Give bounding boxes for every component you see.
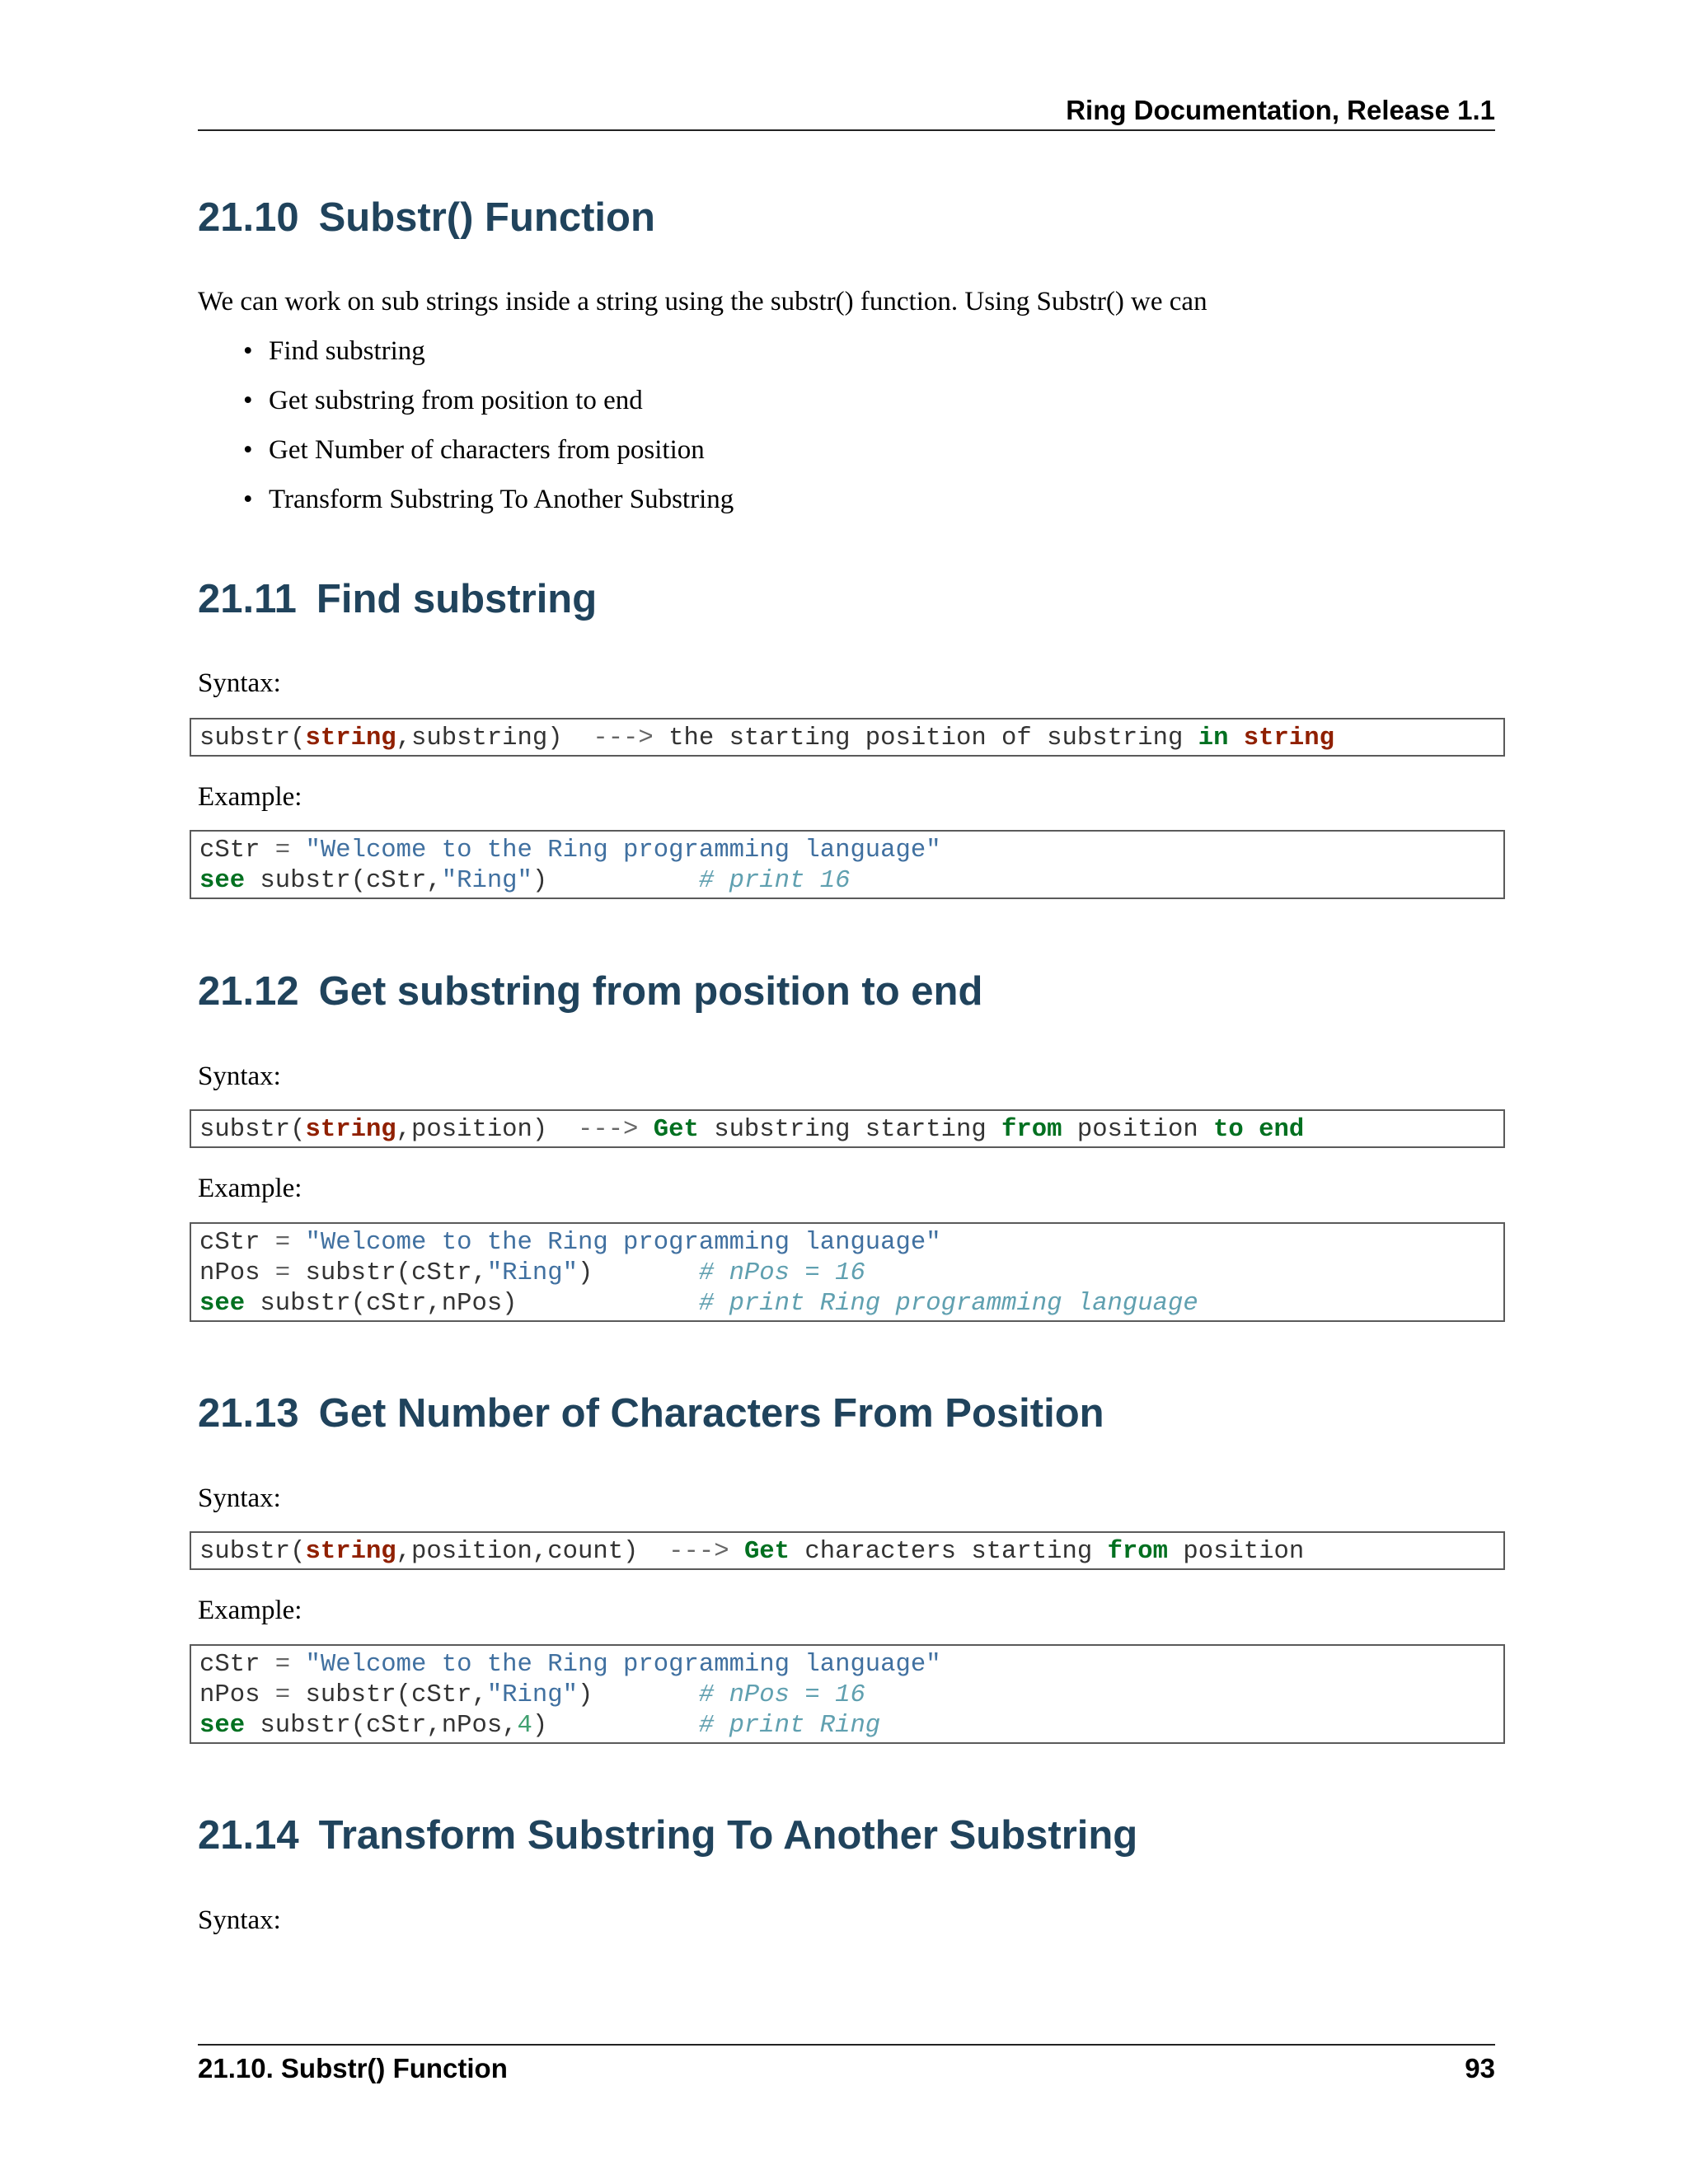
list-item [198,481,734,531]
syntax-label: Syntax: [198,668,281,698]
code-line: cStr = "Welcome to the Ring programming language" [199,1651,941,1679]
code-line: cStr = "Welcome to the Ring programming language" [199,837,941,865]
code-line: cStr = "Welcome to the Ring programming language" [199,1229,941,1257]
code-line: nPos = substr(cStr,"Ring") # nPos = 16 [199,1681,865,1709]
code-line: see substr(cStr,"Ring") # print 16 [199,867,851,895]
bullet-icon: • [243,386,253,415]
bullet-icon: • [243,435,253,465]
list-item-text: Get substring from position to end [269,386,643,415]
example-label: Example: [198,1174,302,1203]
syntax-code-block [190,1109,1505,1148]
section-title-21-11 [198,574,597,624]
page-number: 93 [1465,2053,1495,2083]
example-code-block [190,1644,1505,1744]
section-number: 21.13 [198,1391,299,1436]
header-rule [198,129,1495,131]
section-number: 21.10 [198,195,299,240]
code-line: substr(string,position) ---> Get substring starting from position to end [199,1116,1305,1144]
section-number: 21.11 [198,577,297,621]
section-title-text: Transform Substring To Another Substring [318,1813,1138,1858]
section-title-21-13 [198,1389,1104,1438]
example-code-block [190,1222,1505,1322]
example-code-block [190,830,1505,899]
syntax-label: Syntax: [198,1905,281,1935]
code-line: substr(string,position,count) ---> Get characters starting from position [199,1538,1305,1566]
list-item-text: Transform Substring To Another Substring [269,485,734,514]
section-number: 21.12 [198,969,299,1014]
section-title-text: Find substring [316,577,598,621]
section-title-text: Substr() Function [318,195,655,240]
running-header: Ring Documentation, Release 1.1 [1066,95,1495,125]
bullet-list [198,333,734,531]
section-number: 21.14 [198,1813,299,1858]
syntax-label: Syntax: [198,1062,281,1091]
footer-rule [198,2044,1495,2046]
list-item-text: Find substring [269,336,425,366]
bullet-icon: • [243,336,253,366]
section-title-text: Get Number of Characters From Position [318,1391,1104,1436]
list-item-text: Get Number of characters from position [269,435,705,465]
syntax-label: Syntax: [198,1483,281,1513]
bullet-icon: • [243,485,253,514]
page-footer [198,2046,1495,2091]
code-line: see substr(cStr,nPos,4) # print Ring [199,1712,881,1740]
section-title-21-12 [198,967,982,1016]
list-item [198,432,734,481]
section-title-text: Get substring from position to end [318,969,983,1014]
section-title-21-10 [198,193,655,242]
syntax-code-block [190,1531,1505,1570]
example-label: Example: [198,782,302,812]
syntax-code-block [190,718,1505,757]
example-label: Example: [198,1596,302,1625]
list-item [198,333,734,382]
code-line: nPos = substr(cStr,"Ring") # nPos = 16 [199,1259,865,1287]
code-line: see substr(cStr,nPos) # print Ring programming language [199,1290,1198,1318]
intro-paragraph: We can work on sub strings inside a string using the substr() function. Using Substr() we can [198,287,1207,316]
footer-section: 21.10. Substr() Function [198,2053,508,2083]
list-item [198,382,734,432]
code-line: substr(string,substring) ---> the starting position of substring in string [199,724,1334,752]
section-title-21-14 [198,1811,1137,1860]
